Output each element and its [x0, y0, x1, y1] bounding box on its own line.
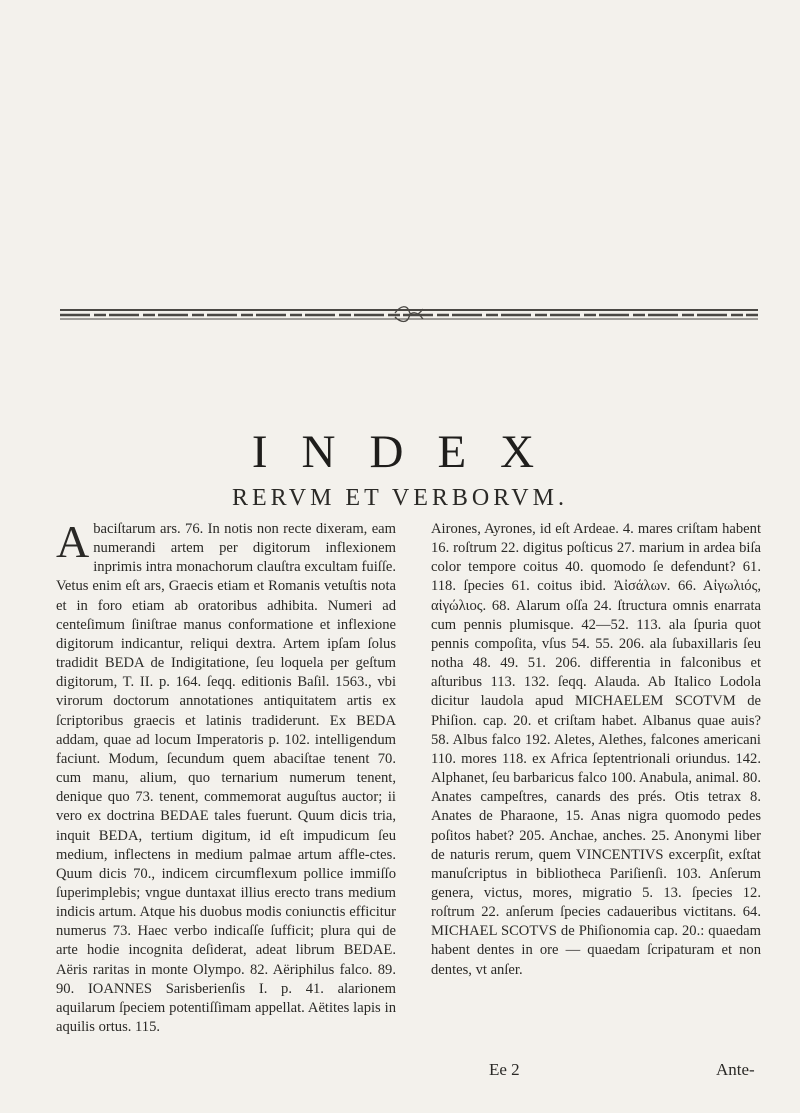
left-entries: baciſtarum ars. 76. In notis non recte dixeram, eam numerandi artem per digitorum inflexionem inprimis intra monachorum clauſtra excultam fuiſſe. Vetus enim eſt ars, Graecis etiam et Romanis vetuſtis nota et in foro etiam ab oratoribus adhibita. Numeri ad centeſimum ſiniſtrae manus conformatione et inflexione digitorum indicantur, reliqui dextra. Artem ipſam ſolus tradidit BEDA de Indigitatione, ſeu loquela per geſtum digitorum, T. II. p. 164. ſeqq. editionis Baſil. 1563., vbi virorum doctorum annotationes antiquitatem artis ex ſcriptoribus graecis et latinis tradiderunt. Ex BEDA addam, quae ad locum Imperatoris p. 102. intelligendum faciunt. Modum, ſecundum quem abaciſtae tenent 70. cum manu, alium, quo ternarium numerum tenent, denique quo 73. tenent, commemorat auguſtus auctor; ii vero ex doctrina BEDAE tales fuerunt. Quum dicis tria, inquit BEDA, tertium digitum, id eſt impudicum ſeu medium, inflectens in medium palmae artum affle-ctes. Quum dicis 70., indicem circumflexum pollice immiſſo ſuperimplebis; vngue duntaxat illius erecto trans medium indicis artum. Atque his duobus modis coniunctis efficitur numerus 73. Haec verbo indicaſſe ſufficit; plura qui de arte hodie incognita deſiderat, adeat librum BEDAE. Aëris raritas in monte Olympo. 82. Aëriphilus falco. 89. 90. IOANNES Sarisberienſis I. p. 41. alarionem aquilarum ſpeciem potentiſſimam appellat. Aëtites lapis in aquilis ortus. 115. [56, 521, 396, 1036]
drop-cap-letter: A [56, 516, 90, 567]
catchword: Ante- [716, 1060, 755, 1079]
left-column [56, 516, 396, 1037]
ornamental-header-rule [60, 302, 758, 324]
page-footer [0, 1060, 800, 1090]
left-column-text [56, 516, 396, 1037]
index-subtitle: RERVM ET VERBORVM. [232, 485, 568, 511]
index-title: INDEX [251, 426, 569, 478]
signature-mark: Ee 2 [489, 1060, 520, 1079]
right-column [431, 520, 761, 980]
right-entries: Airones, Ayrones, id eſt Ardeae. 4. mares criſtam habent 16. roſtrum 22. digitus poſticus 27. marium in ardea biſa color tempore coitus 40. quomodo ſe defendunt? 61. 118. ſpecies 61. coitus ibid. Ἀἰσάλων. 66. Αἰγωλιός, αἰγώλιος. 68. Alarum oſſa 24. ſtructura omnis enarrata cum pennis plumisque. 42—52. 113. ala ſpuria quot pennis compoſita, vſus 54. 55. 206. ala ſubaxillaris ſeu notha 48. 49. 51. 206. differentia in falconibus et aſturibus 113. 132. ſeqq. Alauda. Ab Italico Lodola dicitur laudola apud MICHAELEM SCOTVM de Phiſion. cap. 20. et criſtam habet. Albanus quae auis? 58. Albus falco 192. Aletes, Alethes, falcones americani 110. mores 118. ex Africa ſeptentrionali oriundus. 142. Alphanet, ſeu barbaricus falco 100. Anabula, animal. 80. Anates campeſtres, canards des prés. Otis tetrax 8. Anates de Pharaone, 15. Anas nigra quomodo pedes poſitos habet? 205. Anchae, anches. 25. Anonymi liber de naturis rerum, quem VINCENTIVS excerpſit, exſtat manuſcriptus in bibliotheca Pariſienſi. 103. Anſerum genera, victus, mores, migratio 5. 13. ſpecies 12. roſtrum 22. anſerum ſpecies cadaueribus victitans. 64. MICHAEL SCOTVS de Phiſionomia cap. 20.: quaedam habent dentes in ore — quaedam ſcripaturam et non dentes, vt anſer. [431, 521, 761, 978]
